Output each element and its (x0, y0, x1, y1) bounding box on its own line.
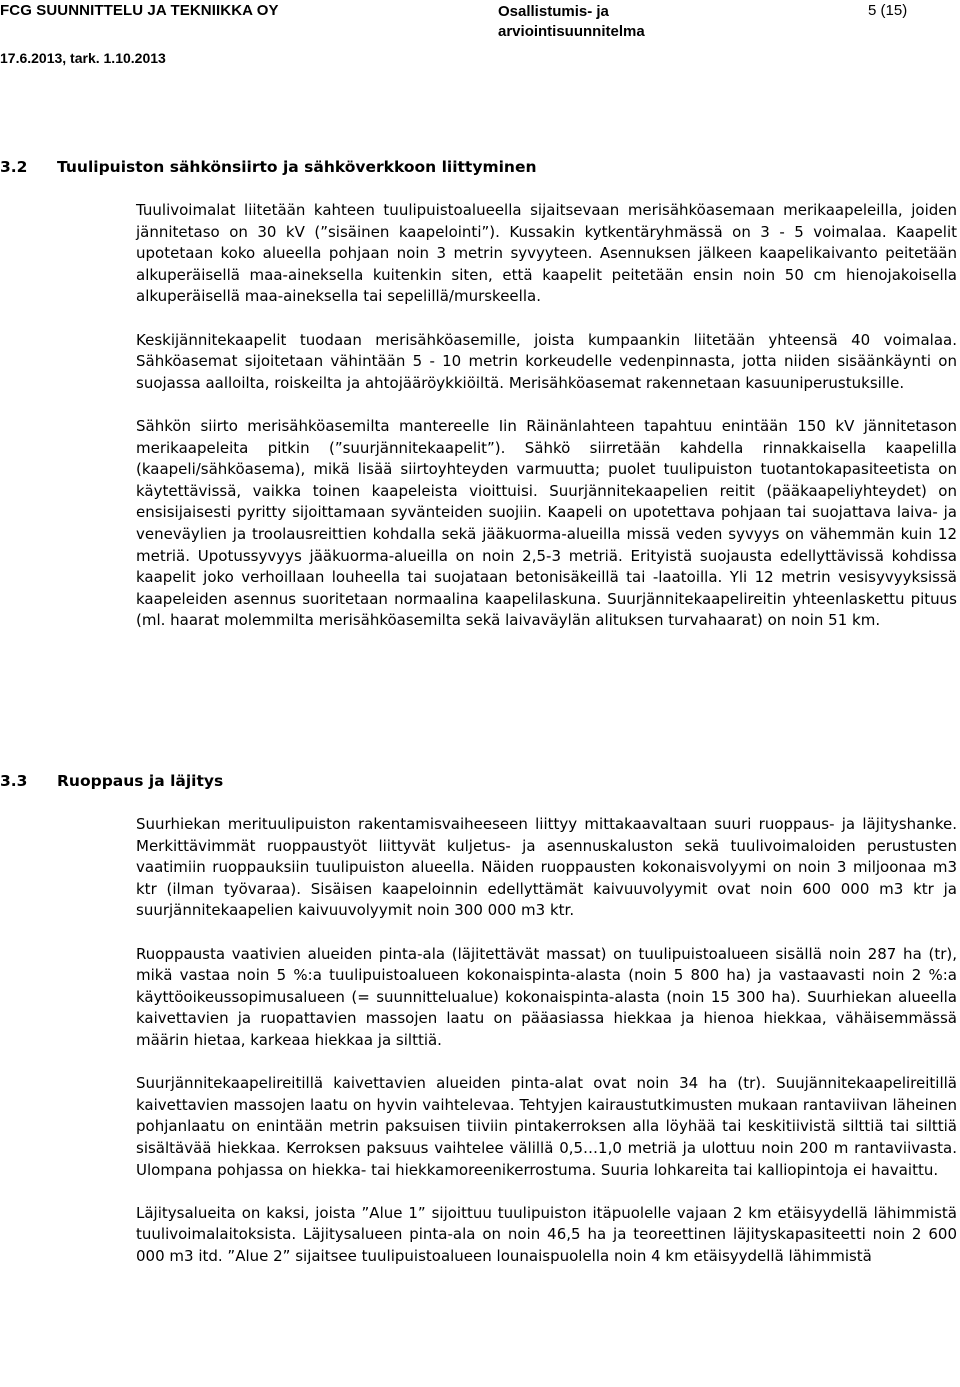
header-document-title: Osallistumis- ja arviointisuunnitelma (498, 3, 645, 40)
section-heading-3-2 (0, 158, 537, 176)
paragraph: Suurhiekan merituulipuiston rakentamisvaiheeseen liittyy mittakaavaltaan suuri ruoppaus- ja läjityshanke. Merkittävimmät ruoppaustyöt liittyvät kuljetus- ja asennuskaluston sekä tuulivoimaloiden perustusten vaatimiin ruoppauksiin tuulipuiston alueella. Näiden ruoppausten kokonaisvolyymi on noin 3 miljoonaa m3 ktr (ilman työvaraa). Sisäisen kaapeloinnin edellyttämät kaivuuvolyymit ovat noin 600 000 m3 ktr ja suurjännitekaapelien kaivuuvolyymit noin 300 000 m3 ktr. (136, 815, 957, 920)
header-date: 17.6.2013, tark. 1.10.2013 (0, 50, 166, 66)
header-page-number: 5 (15) (868, 2, 908, 19)
section-heading-3-3 (0, 772, 223, 790)
section-title: Ruoppaus ja läjitys (57, 772, 224, 790)
section-body-3-3 (136, 814, 957, 1267)
paragraph: Tuulivoimalat liitetään kahteen tuulipuistoalueella sijaitsevaan merisähköasemaan merikaapeleilla, joiden jännitetaso on 30 kV (”sisäinen kaapelointi”). Kussakin kytkentäryhmässä on 3 - 5 voimalaa. Kaapelit upotetaan koko alueella pohjaan noin 3 metrin syvyyteen. Asennuksen jälkeen kaapelikaivanto peitetään alkuperäisellä maa-aineksella kuitenkin siten, että kaapelit peitetään ensin noin 50 cm hienojakoisella alkuperäisellä maa-aineksella tai sepelillä/murskeella. (136, 201, 957, 306)
page-header (0, 0, 960, 72)
paragraph: Läjitysalueita on kaksi, joista ”Alue 1” sijoittuu tuulipuiston itäpuolelle vajaan 2 km etäisyydellä lähimmistä tuulivoimalaitoksista. Läjitysalueen pinta-ala on noin 46,5 ha ja teoreettinen läjityskapasiteetti noin 2 600 000 m3 itd. ”Alue 2” sijaitsee tuulipuistoalueen lounaispuolella noin 4 km etäisyydellä lähimmistä (136, 1203, 957, 1265)
paragraph: Sähkön siirto merisähköasemilta mantereelle Iin Räinänlahteen tapahtuu enintään 150 kV jännitetason merikaapeleita pitkin (”suurjännitekaapelit”). Sähkö siirretään kahdella rinnakkaisella kaapelilla (kaapeli/sähköasema), mikä lisää siirtoyhteyden varmuutta; puolet tuulipuiston tuotantokapasiteetista on käytettävissä, vaikka toinen kaapeleista vioittuisi. Suurjännitekaapelien reitit (pääkaapeliyhteydet) on ensisijaisesti pyritty sijoittamaan syvänteiden suojiin. Kaapeli on upotettava pohjaan tai suojattava laiva- ja veneväylien ja troolausreittien kohdalla sekä jääkuorma-alueilla missä veden syvyys on vähemmän kuin 12 metriä. Upotussyvyys jääkuorma-alueilla on noin 2,5-3 metriä. Erityistä suojausta edellyttävissä kohdissa kaapelit joko verhoillaan louheella tai suojataan betonisäkeillä tai -laatoilla. Yli 12 metrin vesisyvyyksissä kaapeleiden asennus suoritetaan normaalina kaapelilaskuna. Suurjännitekaapelireitin yhteenlaskettu pituus (ml. haarat molemmilta merisähköasemilta sekä laivaväylän alituksen turvahaarat) on noin 51 km. (136, 416, 957, 630)
section-number: 3.2 (0, 158, 28, 176)
section-title: Tuulipuiston sähkönsiirto ja sähköverkkoon liittyminen (57, 158, 537, 176)
paragraph: Suurjännitekaapelireitillä kaivettavien alueiden pinta-alat ovat noin 34 ha (tr). Suujännitekaapelireitillä kaivettavien massojen laatu on hyvin vaihtelevaa. Tehtyjen kairaustutkimusten mukaan rantaviivan läheinen pohjanlaatu on enintään metrin paksuisen tiiviin pintakerroksen alla löyhää tai keskitiivistä silttiä tai silttiä sisältävää hiekkaa. Kerroksen paksuus vaihtelee välillä 0,5…1,0 metriä ja ulottuu noin 200 m rantaviivasta. Ulompana pohjassa on hiekka- tai hiekkamoreenikerrostuma. Suuria lohkareita tai kalliopintoja ei havaittu. (136, 1074, 957, 1179)
section-body-3-2 (136, 200, 957, 632)
header-company: FCG SUUNNITTELU JA TEKNIIKKA OY (0, 2, 279, 19)
section-number: 3.3 (0, 772, 28, 790)
paragraph: Keskijännitekaapelit tuodaan merisähköasemille, joista kumpaankin liitetään yhteensä 40 voimalaa. Sähköasemat sijoitetaan vähintään 5 - 10 metrin korkeudelle vedenpinnasta, jotta niiden sisäänkäynti on suojassa aalloilta, roiskeilta ja ahtojääröykkiöiltä. Merisähköasemat rakennetaan kasuuniperustuksille. (136, 330, 957, 392)
paragraph: Ruoppausta vaativien alueiden pinta-ala (läjitettävät massat) on tuulipuistoalueen sisällä noin 287 ha (tr), mikä vastaa noin 5 %:a tuulipuistoalueen kokonaispinta-alasta (noin 5 800 ha) ja vastaavasti noin 2 %:a käyttöoikeussopimusalueen (= suunnittelualue) kokonaispinta-alasta (noin 15 300 ha). Suurhiekan alueella kaivettavien ja ruopattavien massojen laatu on pääasiassa hiekkaa ja hienoa hiekkaa, vähäisemmässä määrin hietaa, karkeaa hiekkaa ja silttiä. (136, 944, 957, 1049)
